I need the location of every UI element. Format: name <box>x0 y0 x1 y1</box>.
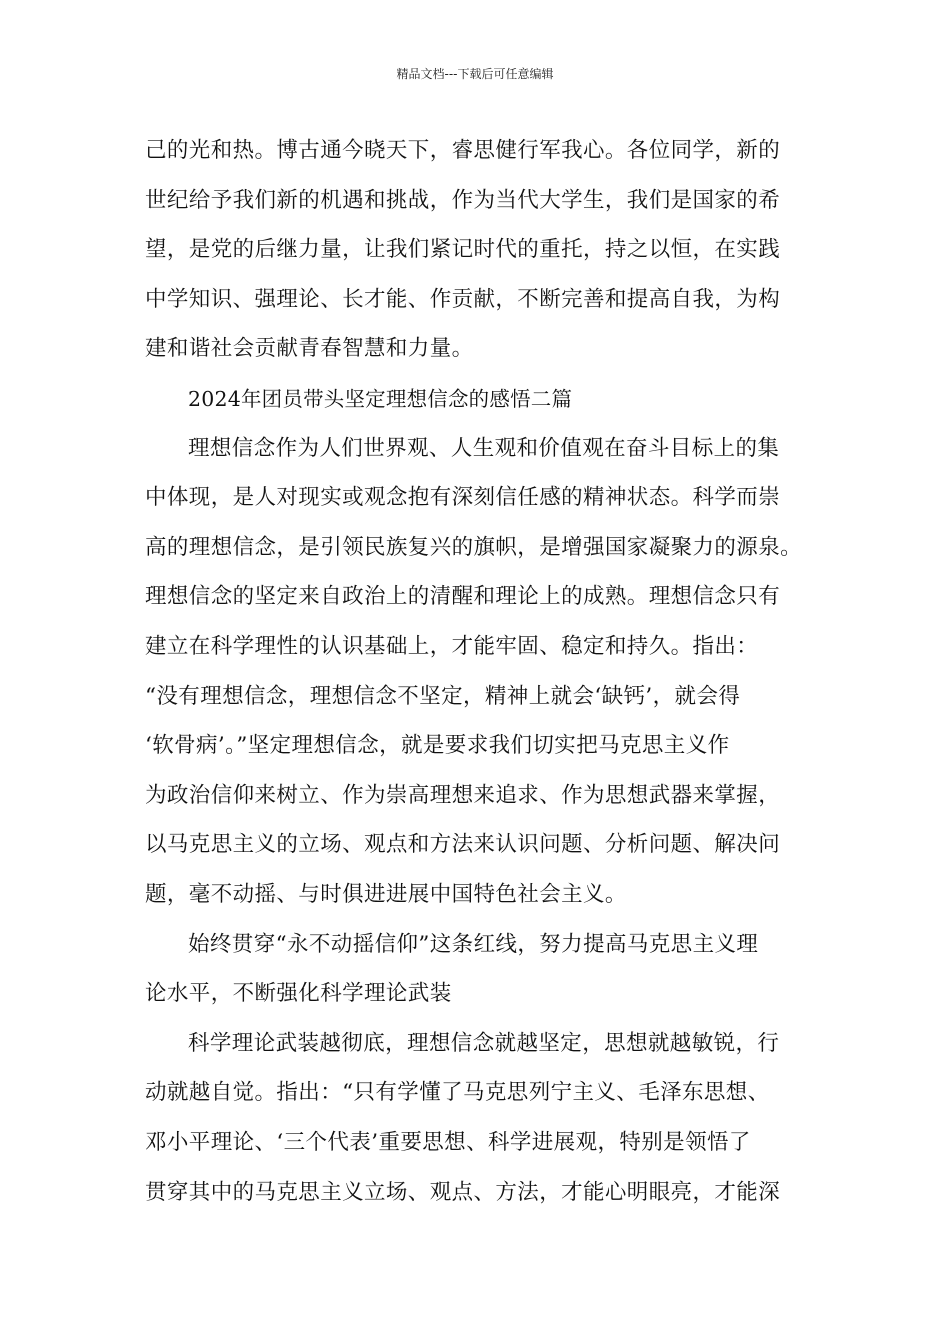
text-line: 理想信念作为人们世界观、人生观和价值观在奋斗目标上的集 <box>188 435 780 461</box>
text-line: 高的理想信念，是引领民族复兴的旗帜，是增强国家凝聚力的源泉。 <box>145 534 803 560</box>
text-line: 己的光和热。博古通今晓天下，睿思健行军我心。各位同学，新的 <box>145 138 781 163</box>
text-line: 题，毫不动摇、与时俱进进展中国特色社会主义。 <box>145 882 627 907</box>
text-line: ‘软骨病’。”坚定理想信念，就是要求我们切实把马克思主义作 <box>145 733 730 759</box>
text-line: 为政治信仰来树立、作为崇高理想来追求、作为思想武器来掌握， <box>145 782 781 808</box>
text-line: 中体现，是人对现实或观念抱有深刻信任感的精神状态。科学而崇 <box>145 485 781 511</box>
text-line: 建和谐社会贡献青春智慧和力量。 <box>145 336 474 362</box>
text-line: 科学理论武装越彻底，理想信念就越坚定，思想就越敏锐，行 <box>188 1030 780 1056</box>
text-line: 邓小平理论、‘三个代表’重要思想、科学进展观，特别是领悟了 <box>145 1130 751 1155</box>
text-line: 以马克思主义的立场、观点和方法来认识问题、分析问题、解决问 <box>145 832 781 858</box>
text-line: 论水平，不断强化科学理论武装 <box>145 981 452 1007</box>
text-line: 世纪给予我们新的机遇和挑战，作为当代大学生，我们是国家的希 <box>145 187 781 213</box>
text-line: 贯穿其中的马克思主义立场、观点、方法，才能心明眼亮，才能深 <box>145 1179 781 1205</box>
page-header: 精品文档---下载后可任意编辑 <box>396 67 554 81</box>
text-line: 动就越自觉。指出：“只有学懂了马克思列宁主义、毛泽东思想、 <box>145 1080 770 1106</box>
text-line: 中学知识、强理论、长才能、作贡献，不断完善和提高自我，为构 <box>145 286 781 312</box>
text-line: “没有理想信念，理想信念不坚定，精神上就会‘缺钙’，就会得 <box>145 683 741 709</box>
text-line: 望，是党的后继力量，让我们紧记时代的重托，持之以恒，在实践 <box>145 237 781 263</box>
text-line: 建立在科学理性的认识基础上，才能牢固、稳定和持久。指出： <box>145 634 759 659</box>
text-line: 始终贯穿“永不动摇信仰”这条红线，努力提高马克思主义理 <box>188 931 759 957</box>
text-line: 理想信念的坚定来自政治上的清醒和理论上的成熟。理想信念只有 <box>145 584 781 610</box>
section-title: 2024年团员带头坚定理想信念的感悟二篇 <box>188 387 573 411</box>
